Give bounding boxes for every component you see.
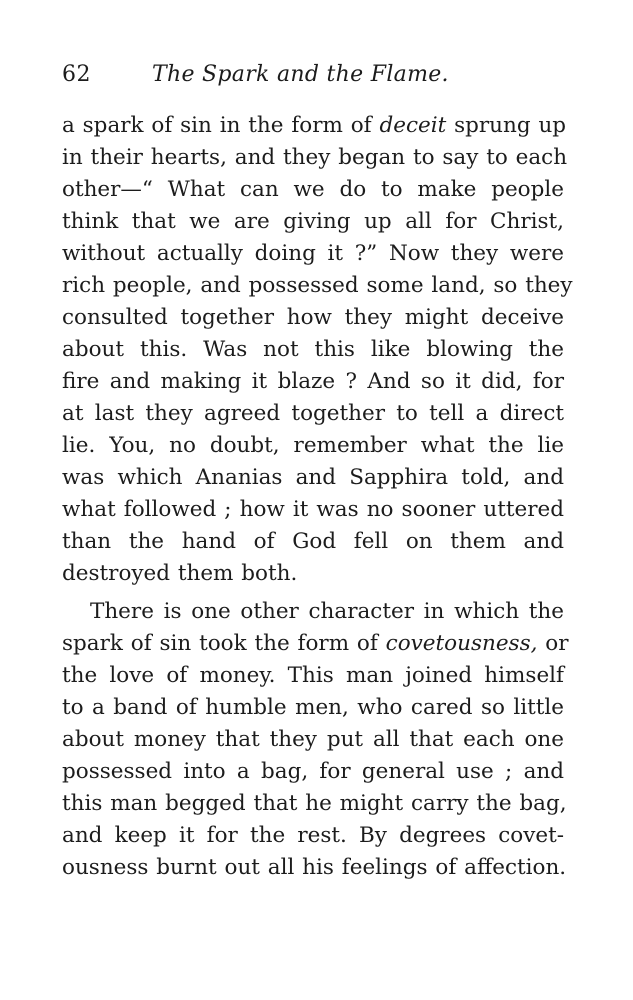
text-segment: about this. Was not this like blowing the bbox=[62, 337, 564, 362]
paragraph bbox=[62, 110, 573, 590]
text-segment: ousness burnt out all his feelings of affection. bbox=[62, 855, 567, 880]
text-segment: about money that they put all that each one bbox=[62, 727, 564, 752]
italic-text: covetousness, bbox=[385, 631, 538, 656]
text-segment: than the hand of God fell on them and bbox=[62, 529, 564, 554]
text-segment: or bbox=[537, 631, 569, 656]
text-segment: lie. You, no doubt, remember what the lie bbox=[62, 433, 564, 458]
text-segment: what followed ; how it was no sooner uttered bbox=[62, 497, 564, 522]
text-line bbox=[62, 724, 564, 756]
text-segment: without actually doing it ?” Now they were bbox=[62, 241, 564, 266]
text-line bbox=[62, 174, 564, 206]
text-segment: a spark of sin in the form of bbox=[62, 113, 380, 138]
text-segment: in their hearts, and they began to say to each bbox=[62, 145, 568, 170]
text-segment: destroyed them both. bbox=[62, 561, 298, 586]
text-line bbox=[62, 660, 564, 692]
italic-text: deceit bbox=[379, 113, 447, 138]
text-line bbox=[62, 366, 564, 398]
text-line bbox=[62, 692, 564, 724]
text-segment: think that we are giving up all for Christ, bbox=[62, 209, 564, 234]
text-segment: and keep it for the rest. By degrees covet- bbox=[62, 823, 564, 848]
text-line bbox=[62, 238, 564, 270]
text-line bbox=[62, 430, 564, 462]
body-text bbox=[62, 110, 573, 884]
text-line bbox=[62, 334, 564, 366]
text-line bbox=[62, 494, 564, 526]
text-segment: other—“ What can we do to make people bbox=[62, 177, 564, 202]
text-line bbox=[62, 558, 564, 590]
text-line bbox=[62, 110, 567, 142]
text-segment: the love of money. This man joined himself bbox=[62, 663, 564, 688]
page-number: 62 bbox=[62, 62, 91, 87]
paragraph bbox=[62, 596, 569, 884]
text-segment: was which Ananias and Sapphira told, and bbox=[62, 465, 564, 490]
text-segment: There is one other character in which the bbox=[90, 599, 564, 624]
text-segment: possessed into a bag, for general use ; and bbox=[62, 759, 564, 784]
running-title: The Spark and the Flame. bbox=[152, 62, 449, 87]
text-line bbox=[62, 302, 564, 334]
text-segment: rich people, and possessed some land, so they bbox=[62, 273, 573, 298]
text-line bbox=[62, 206, 564, 238]
text-line bbox=[62, 142, 568, 174]
text-segment: consulted together how they might deceive bbox=[62, 305, 564, 330]
text-segment: spark of sin took the form of bbox=[62, 631, 386, 656]
text-segment: fire and making it blaze ? And so it did, for bbox=[62, 369, 564, 394]
text-line bbox=[62, 820, 564, 852]
text-line bbox=[62, 398, 564, 430]
text-line bbox=[62, 462, 564, 494]
text-line bbox=[62, 852, 567, 884]
text-line bbox=[62, 596, 564, 628]
text-line bbox=[62, 270, 573, 302]
page-header bbox=[62, 62, 562, 92]
text-segment: sprung up bbox=[446, 113, 567, 138]
text-segment: this man begged that he might carry the bag, bbox=[62, 791, 567, 816]
text-line bbox=[62, 628, 569, 660]
text-line bbox=[62, 526, 564, 558]
text-line bbox=[62, 788, 567, 820]
text-segment: at last they agreed together to tell a direct bbox=[62, 401, 564, 426]
text-segment: to a band of humble men, who cared so little bbox=[62, 695, 564, 720]
text-line bbox=[62, 756, 564, 788]
